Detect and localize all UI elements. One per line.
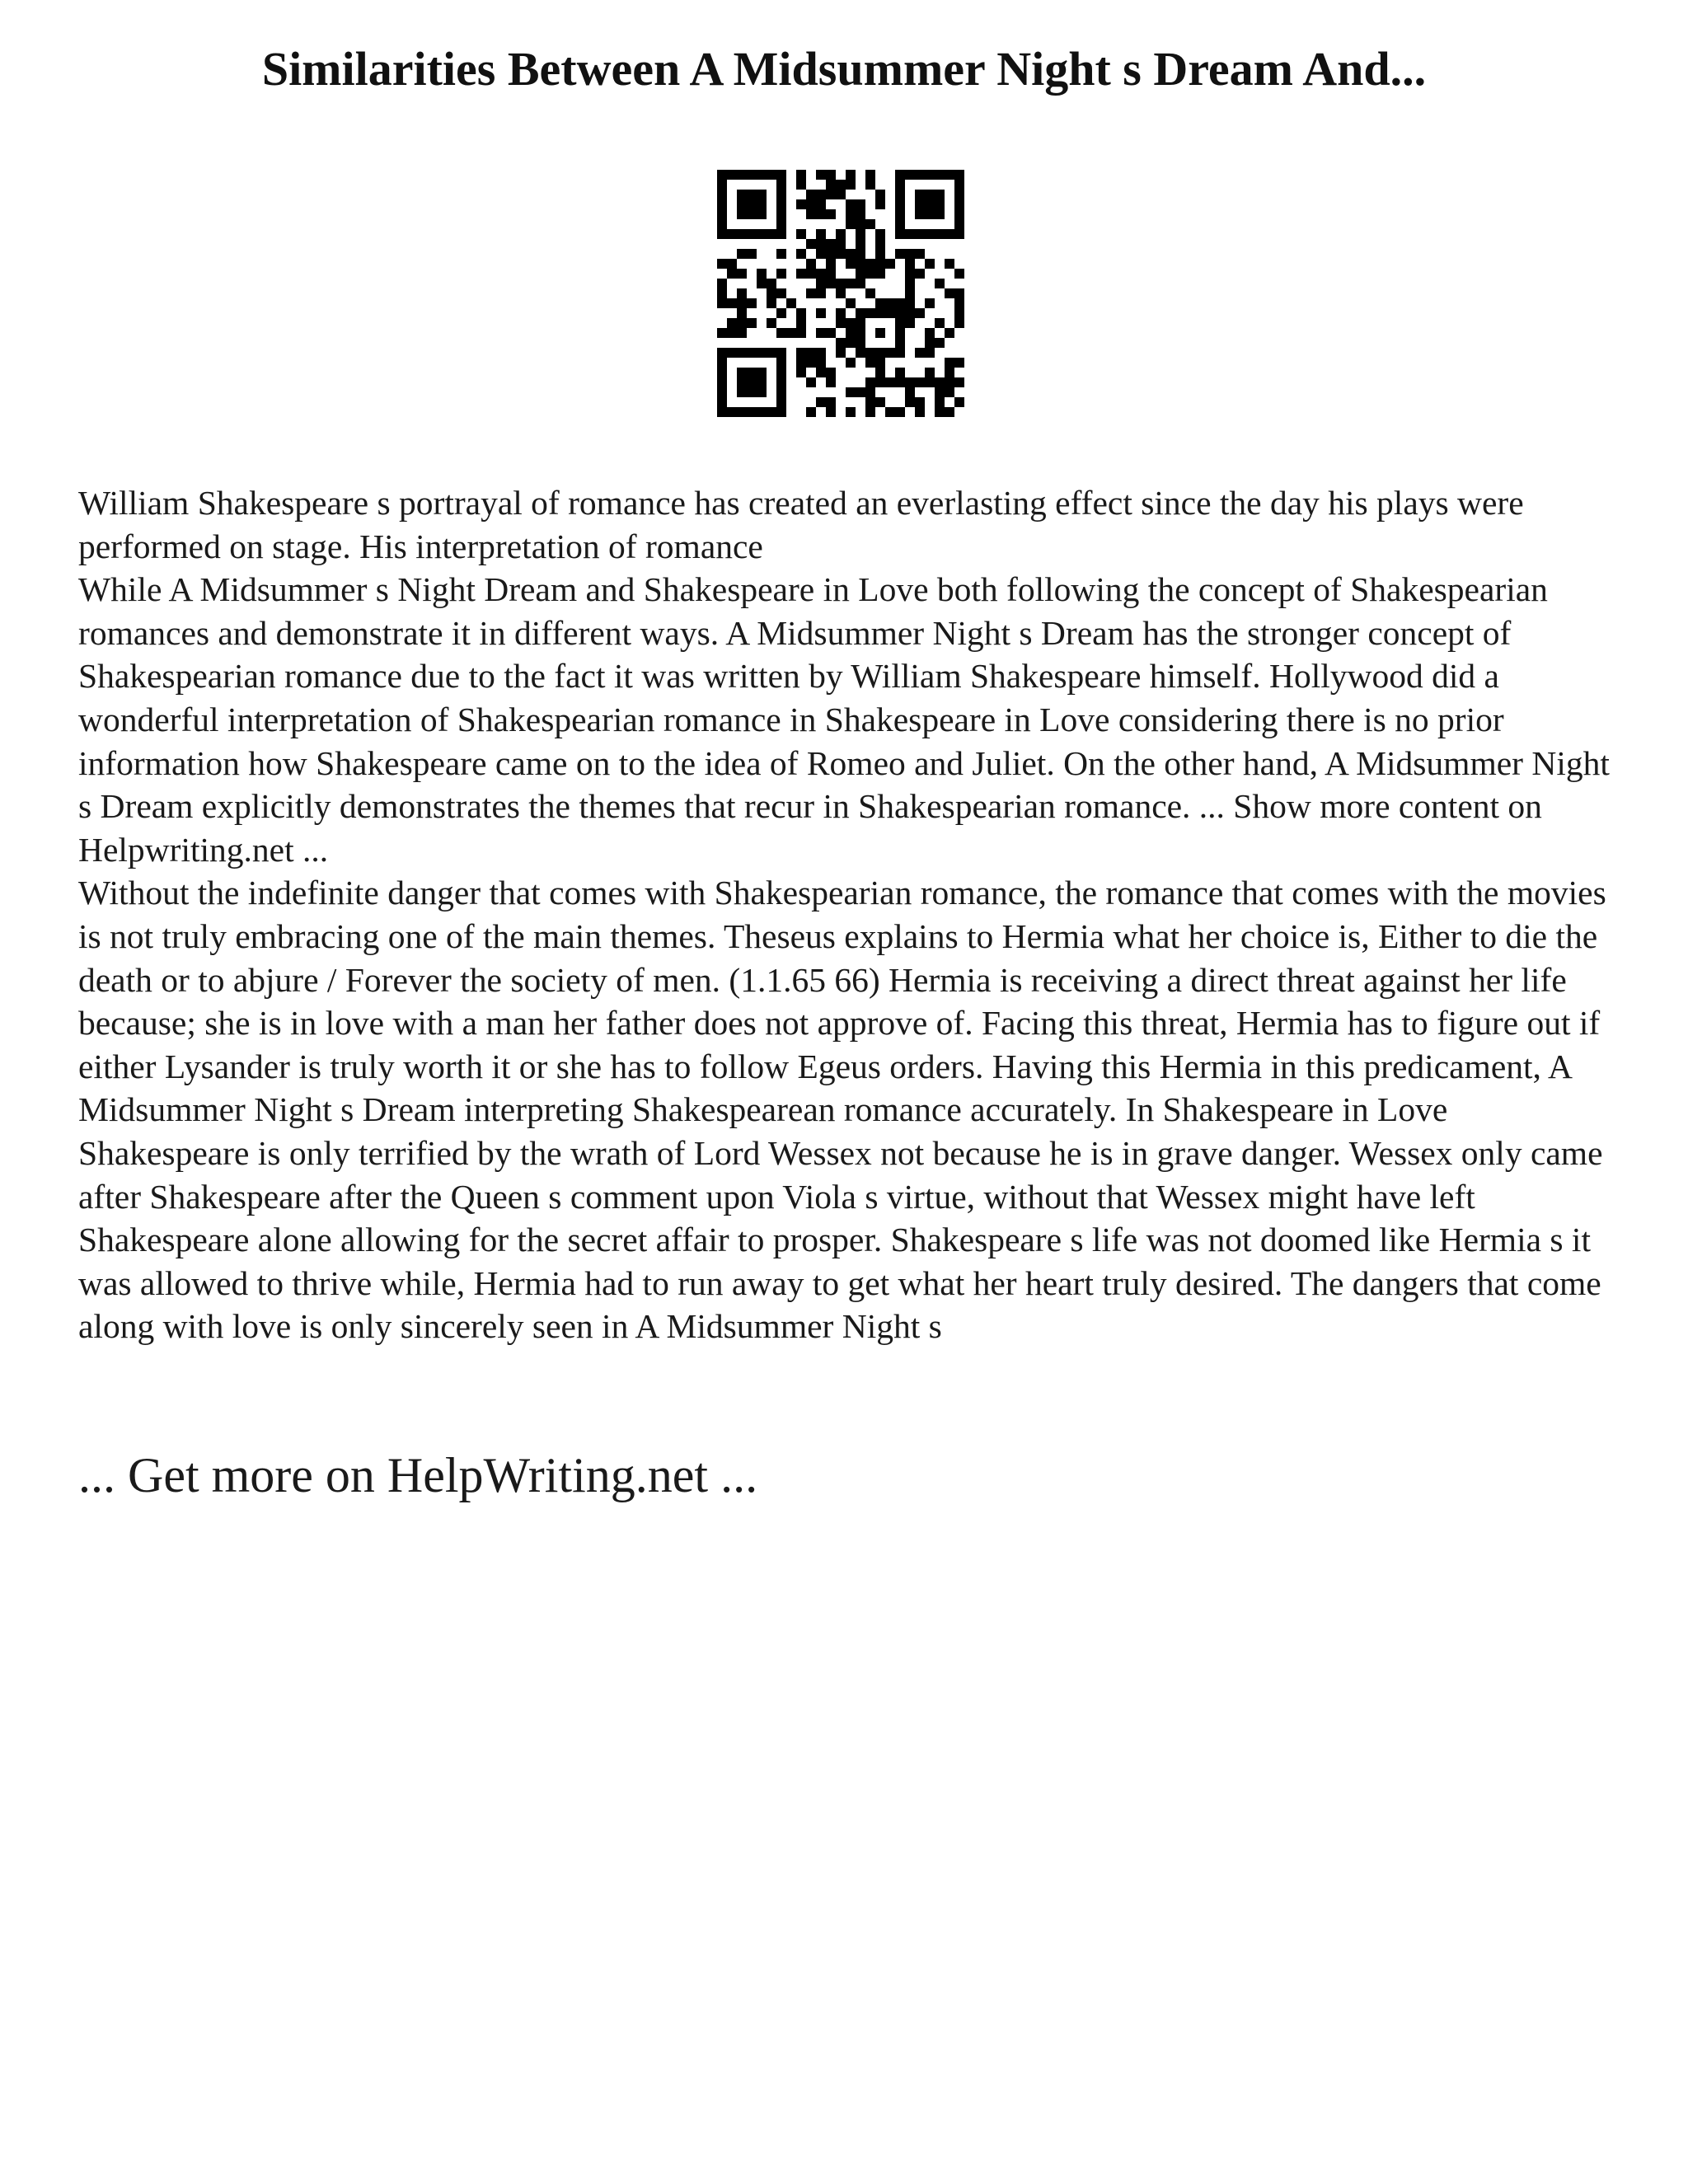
qr-code-graphic <box>717 170 964 417</box>
get-more-link[interactable]: ... Get more on HelpWriting.net ... <box>78 1448 758 1502</box>
article-body <box>78 481 1611 1348</box>
paragraph-intro: William Shakespeare s portrayal of romance has created an everlasting effect since the day his plays were performed on stage. His interpretation of romance <box>78 484 1524 565</box>
qr-code-icon <box>717 170 964 417</box>
paragraph-comparison: While A Midsummer s Night Dream and Shakespeare in Love both following the concept of Shakespearian romances and demonstrate it in different ways. A Midsummer Night s Dream has the stronger concept of Shakespearian romance due to the fact it was written by William Shakespeare himself. Hollywood did a wonderful interpretation of Shakespearian romance in Shakespeare in Love considering there is no prior information how Shakespeare came on to the idea of Romeo and Juliet. On the other hand, A Midsummer Night s Dream explicitly demonstrates the themes that recur in Shakespearian romance. ... Show more content on Helpwriting.net ... <box>78 570 1610 869</box>
page-title: Similarities Between A Midsummer Night s Dream And... <box>261 42 1427 96</box>
paragraph-analysis: Without the indefinite danger that comes with Shakespearian romance, the romance that comes with the movies is not truly embracing one of the main themes. Theseus explains to Hermia what her choice is, Either to die the death or to abjure / Forever the society of men. (1.1.65 66) Hermia is receiving a direct threat against her life because; she is in love with a man her father does not approve of. Facing this threat, Hermia has to figure out if either Lysander is truly worth it or she has to follow Egeus orders. Having this Hermia in this predicament, A Midsummer Night s Dream interpreting Shakespearean romance accurately. In Shakespeare in Love Shakespeare is only terrified by the wrath of Lord Wessex not because he is in grave danger. Wessex only came after Shakespeare after the Queen s comment upon Viola s virtue, without that Wessex might have left Shakespeare alone allowing for the secret affair to prosper. Shakespeare s life was not doomed like Hermia s it was allowed to thrive while, Hermia had to run away to get what her heart truly desired. The dangers that come along with love is only sincerely seen in A Midsummer Night s <box>78 874 1606 1346</box>
